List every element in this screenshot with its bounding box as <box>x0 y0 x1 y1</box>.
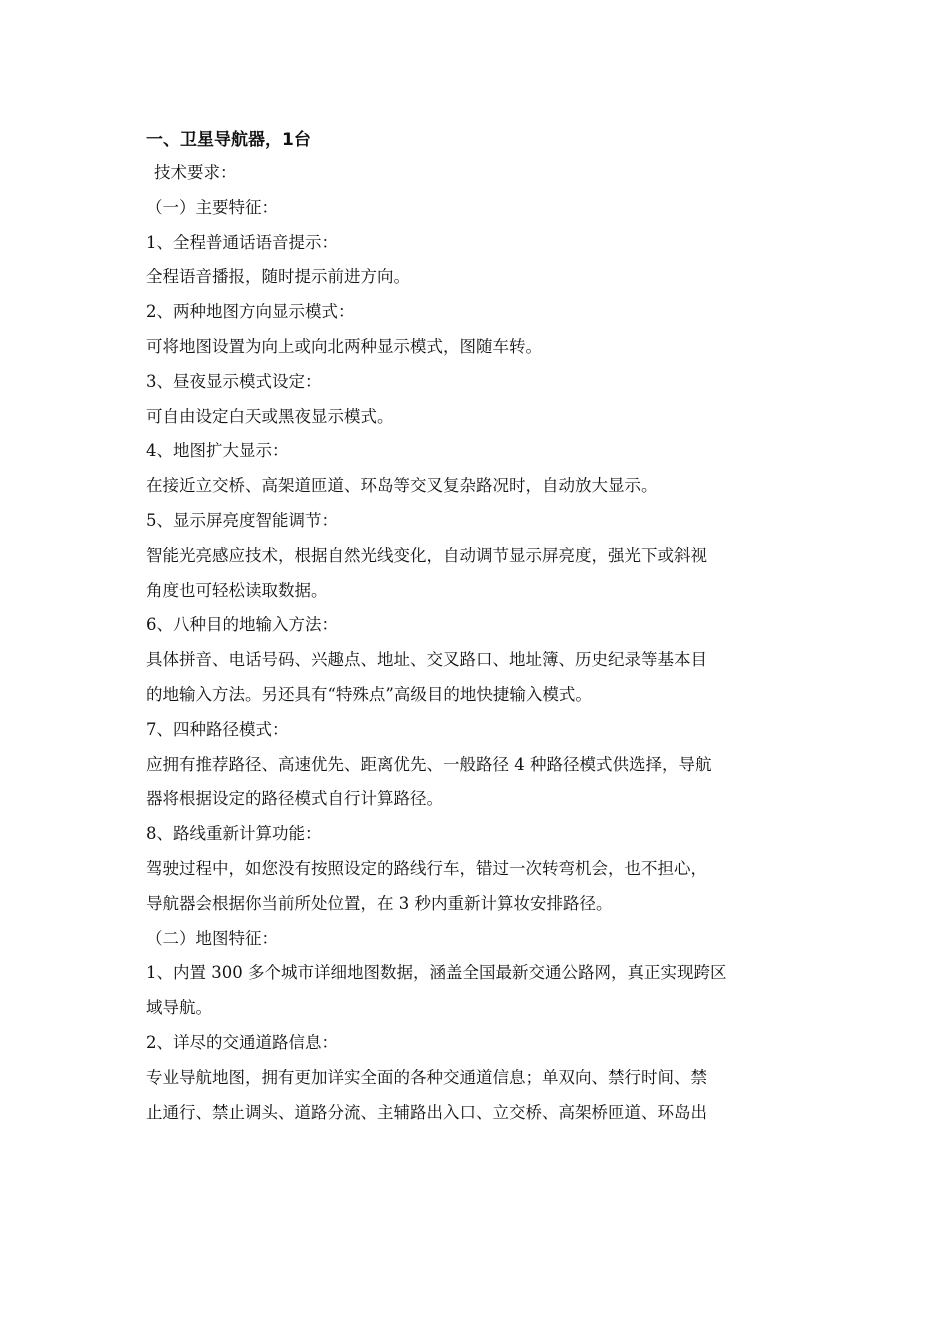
item-heading: 2、两种地图方向显示模式： <box>146 302 355 322</box>
text-line: 1、内置 300 多个城市详细地图数据，涵盖全国最新交通公路网，真正实现跨区 <box>146 963 727 983</box>
item-heading: 3、昼夜显示模式设定： <box>146 371 322 391</box>
text-line: 止通行、禁止调头、道路分流、主辅路出入口、立交桥、高架桥匝道、环岛出 <box>146 1102 707 1122</box>
text-line: 具体拼音、电话号码、兴趣点、地址、交叉路口、地址簿、历史纪录等基本目 <box>146 650 707 670</box>
item-heading: 4、地图扩大显示： <box>146 441 289 461</box>
text-line: 应拥有推荐路径、高速优先、距离优先、一般路径 4 种路径模式供选择，导航 <box>146 754 712 774</box>
section-title: 一、卫星导航器，1台 <box>146 130 311 150</box>
item-heading: 5、显示屏亮度智能调节： <box>146 510 338 530</box>
text-line: 的地输入方法。另还具有“特殊点”高级目的地快捷输入模式。 <box>146 684 592 704</box>
text-line: 全程语音播报，随时提示前进方向。 <box>146 267 410 287</box>
subsection-heading: （一）主要特征： <box>146 197 278 217</box>
item-heading: 7、四种路径模式： <box>146 719 289 739</box>
text-line: 技术要求： <box>154 163 237 182</box>
item-heading: 8、路线重新计算功能： <box>146 824 322 844</box>
subsection-heading: （二）地图特征： <box>146 928 278 948</box>
text-line: 域导航。 <box>146 998 212 1018</box>
text-line: 可将地图设置为向上或向北两种显示模式，图随车转。 <box>146 336 542 356</box>
text-line: 器将根据设定的路径模式自行计算路径。 <box>146 789 443 809</box>
item-heading: 1、全程普通话语音提示： <box>146 232 338 252</box>
text-line: 导航器会根据你当前所处位置，在 3 秒内重新计算妆安排路径。 <box>146 893 613 913</box>
text-line: 专业导航地图，拥有更加详实全面的各种交通道信息；单双向、禁行时间、禁 <box>146 1067 707 1087</box>
item-heading: 2、详尽的交通道路信息： <box>146 1032 338 1052</box>
text-line: 在接近立交桥、高架道匝道、环岛等交叉复杂路况时，自动放大显示。 <box>146 476 658 496</box>
text-line: 角度也可轻松读取数据。 <box>146 580 328 600</box>
text-line: 驾驶过程中，如您没有按照设定的路线行车，错过一次转弯机会，也不担心， <box>146 858 707 878</box>
document-page <box>146 126 811 1133</box>
text-line: 智能光亮感应技术，根据自然光线变化，自动调节显示屏亮度，强光下或斜视 <box>146 545 707 565</box>
text-line: 可自由设定白天或黑夜显示模式。 <box>146 406 394 426</box>
item-heading: 6、八种目的地输入方法： <box>146 615 338 635</box>
